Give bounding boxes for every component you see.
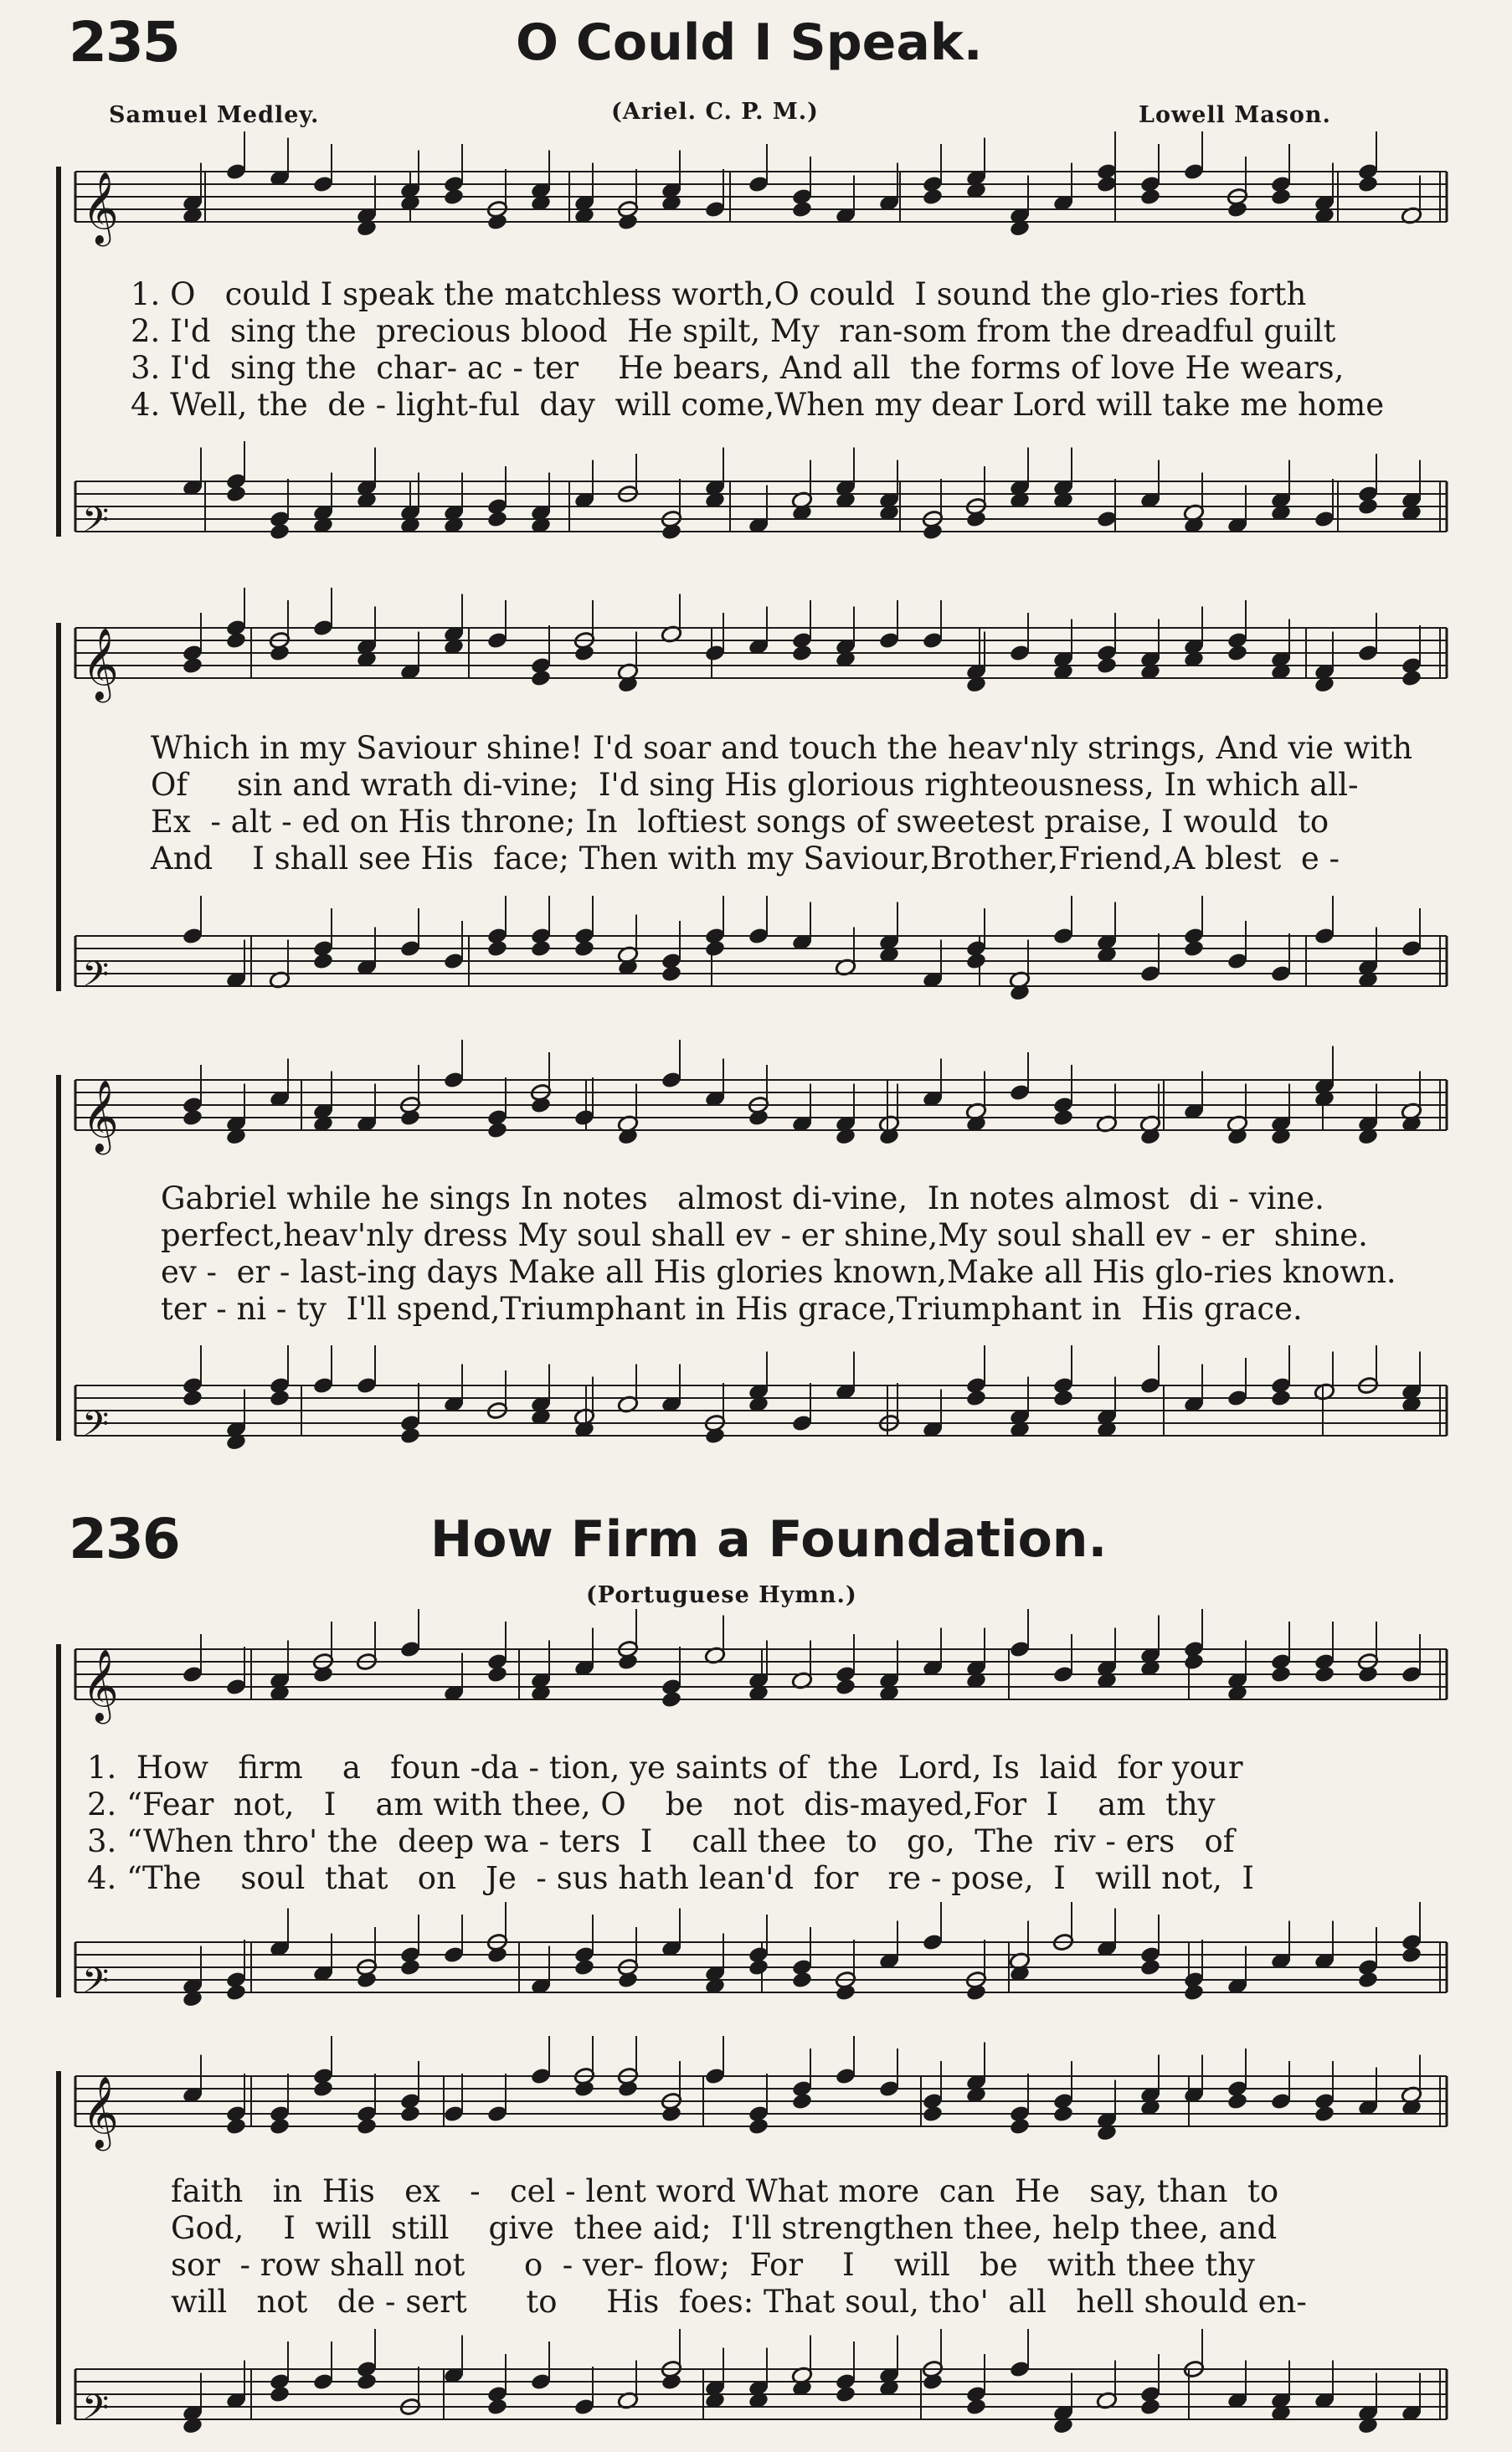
- svg-text:𝄢: 𝄢: [82, 2388, 110, 2436]
- lyric-line: will not de - sert to His foes: That soul, tho' all hell should en-: [171, 2284, 1307, 2320]
- hymn-composer: Lowell Mason.: [1139, 102, 1331, 128]
- hymn-title: How Firm a Foundation.: [430, 1510, 1108, 1569]
- lyric-line: ev - er - last-ing days Make all His glories known,Make all His glo-ries known.: [161, 1254, 1396, 1290]
- svg-text:𝄞: 𝄞: [82, 172, 119, 244]
- lyric-line: And I shall see His face; Then with my Saviour,Brother,Friend,A blest e -: [151, 840, 1340, 876]
- hymn-tune: (Ariel. C. P. M.): [611, 99, 819, 125]
- lyric-line: 1. How firm a foun -da - tion, ye saints of the Lord, Is laid for your: [87, 1750, 1243, 1786]
- hymn-tune: (Portuguese Hymn.): [586, 1582, 857, 1608]
- hymn-title: O Could I Speak.: [516, 13, 983, 72]
- lyric-line: perfect,heav'nly dress My soul shall ev - er shine,My soul shall ev - er shine.: [161, 1217, 1368, 1253]
- svg-text:𝄞: 𝄞: [82, 2076, 119, 2148]
- svg-text:𝄞: 𝄞: [82, 628, 119, 700]
- lyric-line: 2. “Fear not, I am with thee, O be not dis-mayed,For I am thy: [87, 1786, 1216, 1822]
- lyric-line: sor - row shall not o - ver- flow; For I will be with thee thy: [171, 2247, 1255, 2283]
- lyric-line: 4. Well, the de - light-ful day will come,When my dear Lord will take me home: [131, 387, 1385, 423]
- svg-text:𝄢: 𝄢: [82, 500, 110, 548]
- svg-text:𝄢: 𝄢: [82, 1961, 110, 2009]
- lyric-line: Which in my Saviour shine! I'd soar and touch the heav'nly strings, And vie with: [151, 730, 1413, 766]
- hymn-number: 236: [69, 1507, 179, 1571]
- lyric-line: ter - ni - ty I'll spend,Triumphant in His grace,Triumphant in His grace.: [161, 1291, 1303, 1327]
- lyric-line: 3. I'd sing the char- ac - ter He bears, And all the forms of love He wears,: [131, 350, 1345, 386]
- lyric-line: faith in His ex - cel - lent word What more can He say, than to: [171, 2173, 1279, 2209]
- lyric-line: Gabriel while he sings In notes almost di-vine, In notes almost di - vine.: [161, 1180, 1324, 1216]
- lyric-line: 3. “When thro' the deep wa - ters I call thee to go, The riv - ers of: [87, 1823, 1235, 1859]
- lyric-line: 4. “The soul that on Je - sus hath lean'd for re - pose, I will not, I: [87, 1860, 1254, 1896]
- lyric-line: 1. O could I speak the matchless worth,O could I sound the glo-ries forth: [131, 276, 1307, 312]
- svg-text:𝄞: 𝄞: [82, 1080, 119, 1152]
- lyric-line: 2. I'd sing the precious blood He spilt, My ran-som from the dreadful guilt: [131, 313, 1336, 349]
- svg-text:𝄢: 𝄢: [82, 1404, 110, 1452]
- lyric-line: Of sin and wrath di-vine; I'd sing His glorious righteousness, In which all-: [151, 767, 1359, 803]
- svg-text:𝄞: 𝄞: [82, 1649, 119, 1721]
- svg-text:𝄢: 𝄢: [82, 954, 110, 1003]
- hymn-author: Samuel Medley.: [109, 102, 320, 128]
- hymn-number: 235: [69, 10, 179, 75]
- lyric-line: God, I will still give thee aid; I'll strengthen thee, help thee, and: [171, 2210, 1278, 2246]
- lyric-line: Ex - alt - ed on His throne; In loftiest songs of sweetest praise, I would to: [151, 804, 1329, 840]
